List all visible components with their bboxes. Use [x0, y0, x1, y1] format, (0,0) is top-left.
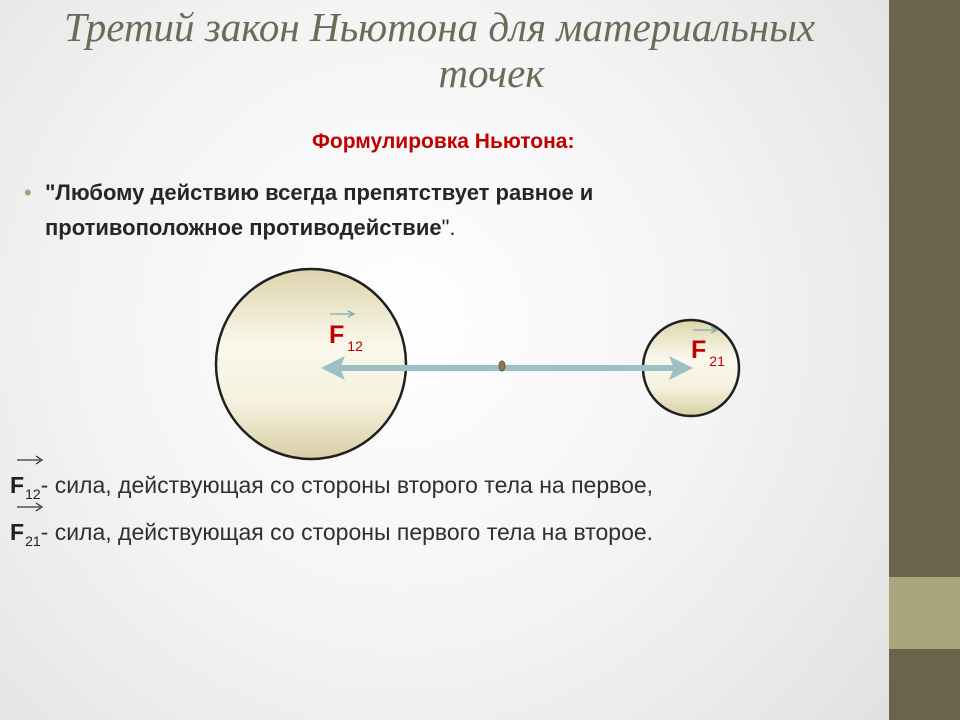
body-1-large-circle: [216, 269, 406, 459]
quote-end: ".: [441, 215, 456, 240]
slide-title-line-1: Третий закон Ньютона для материальных: [64, 4, 816, 50]
force-label-f12-sub: 12: [347, 338, 363, 354]
force-label-f21-sub: 21: [709, 353, 725, 369]
definition-f21-text: - сила, действующая со стороны первого тела на второе.: [40, 519, 654, 545]
right-accent-block: [889, 577, 960, 649]
center-point-marker: [499, 361, 505, 371]
quote-main: "Любому действию всегда препятствует равное и противоположное противодействие: [45, 180, 594, 240]
definition-f21-sub: 21: [25, 533, 41, 549]
definition-f21-letter: F: [10, 519, 25, 545]
definition-row-f12: [10, 466, 880, 513]
force-label-f12-symbol: F: [329, 321, 345, 349]
definition-row-f21: [10, 513, 880, 560]
slide-title-line-2: точек: [438, 50, 545, 96]
definition-f21-symbol: [10, 513, 41, 560]
force-label-f12: [329, 321, 363, 354]
subtitle-formulation: Формулировка Ньютона:: [312, 130, 575, 153]
vector-arrow-icon: [14, 454, 46, 466]
vector-arrow-icon: [14, 501, 46, 513]
definition-f12-text: - сила, действующая со стороны второго тела на первое,: [40, 472, 654, 498]
force-label-f21: [691, 336, 725, 369]
definition-f12-sub: 12: [25, 486, 41, 502]
definition-f12-letter: F: [10, 472, 25, 498]
force-label-f21-symbol: F: [691, 336, 707, 364]
force-definitions: [10, 466, 880, 560]
bullet-icon: •: [24, 180, 32, 205]
